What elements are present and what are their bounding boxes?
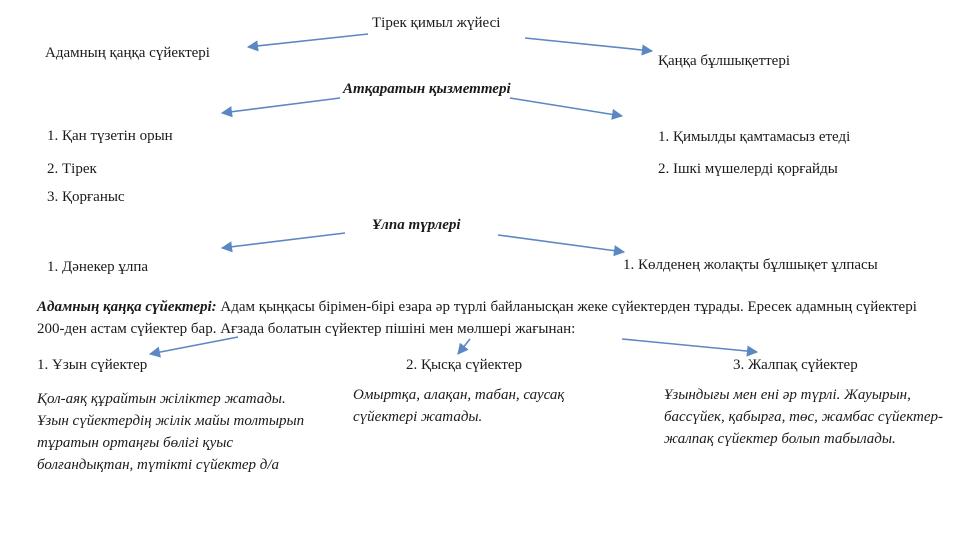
note-long-bones: Қол-аяқ құрайтын жіліктер жатады. Ұзын сүйектердің жілік майы толтырып тұратын ортаңғы бөлігі қуыс болғандықтан, түтікті сүйектер д/а [37,391,305,473]
note-short-bones: Омыртқа, алақан, табан, саусақ сүйектері жатады. [353,387,565,425]
arrow-tissues-to-right [498,235,624,252]
bone-type-long: 1. Ұзын сүйектер [37,357,148,373]
function-left-2: 2. Тірек [47,161,97,177]
bone-type-short: 2. Қысқа сүйектер [406,357,523,373]
paragraph-text: Адам қыңқасы бірімен-бірі езара әр түрлі байланысқан жеке сүйектерден тұрады. Ересек адамның сүйектері 200-ден астам сүйектер бар. Ағзада болатын сүйектер пішіні мен мөлшері жағынан: [37,299,917,337]
tissues-heading: Ұлпа түрлері [372,217,461,233]
arrow-functions-to-right [510,98,622,116]
arrow-functions-to-left [222,98,340,113]
arrow-para-to-short [458,339,470,354]
functions-heading: Атқаратын қызметтері [343,81,511,97]
function-right-1: 1. Қимылды қамтамасыз етеді [658,129,851,145]
branch-skeleton-bones: Адамның қаңқа сүйектері [45,45,210,61]
tissue-left: 1. Дәнекер ұлпа [47,259,149,275]
arrow-para-to-flat [622,339,757,352]
bone-type-flat: 3. Жалпақ сүйектер [733,357,858,373]
function-right-2: 2. Ішкі мүшелерді қорғайды [658,161,838,177]
bones-paragraph [37,296,927,340]
arrow-title-to-left [248,34,368,47]
tissue-right: 1. Көлденең жолақты бұлшықет ұлпасы [623,257,878,273]
function-left-3: 3. Қорғаныс [47,189,125,205]
function-left-1: 1. Қан түзетін орын [47,128,173,144]
branch-skeletal-muscles: Қаңқа бұлшықеттері [658,53,791,69]
note-flat-bones: Ұзындығы мен ені әр түрлі. Жауырын, бассүйек, қабырға, төс, жамбас сүйектер-жалпақ сүйектер болып табылады. [664,387,943,447]
arrow-title-to-right [525,38,652,51]
arrow-tissues-to-left [222,233,345,248]
paragraph-lead: Адамның қаңқа сүйектері: [37,299,217,315]
diagram-title: Тірек қимыл жүйесі [372,15,501,31]
